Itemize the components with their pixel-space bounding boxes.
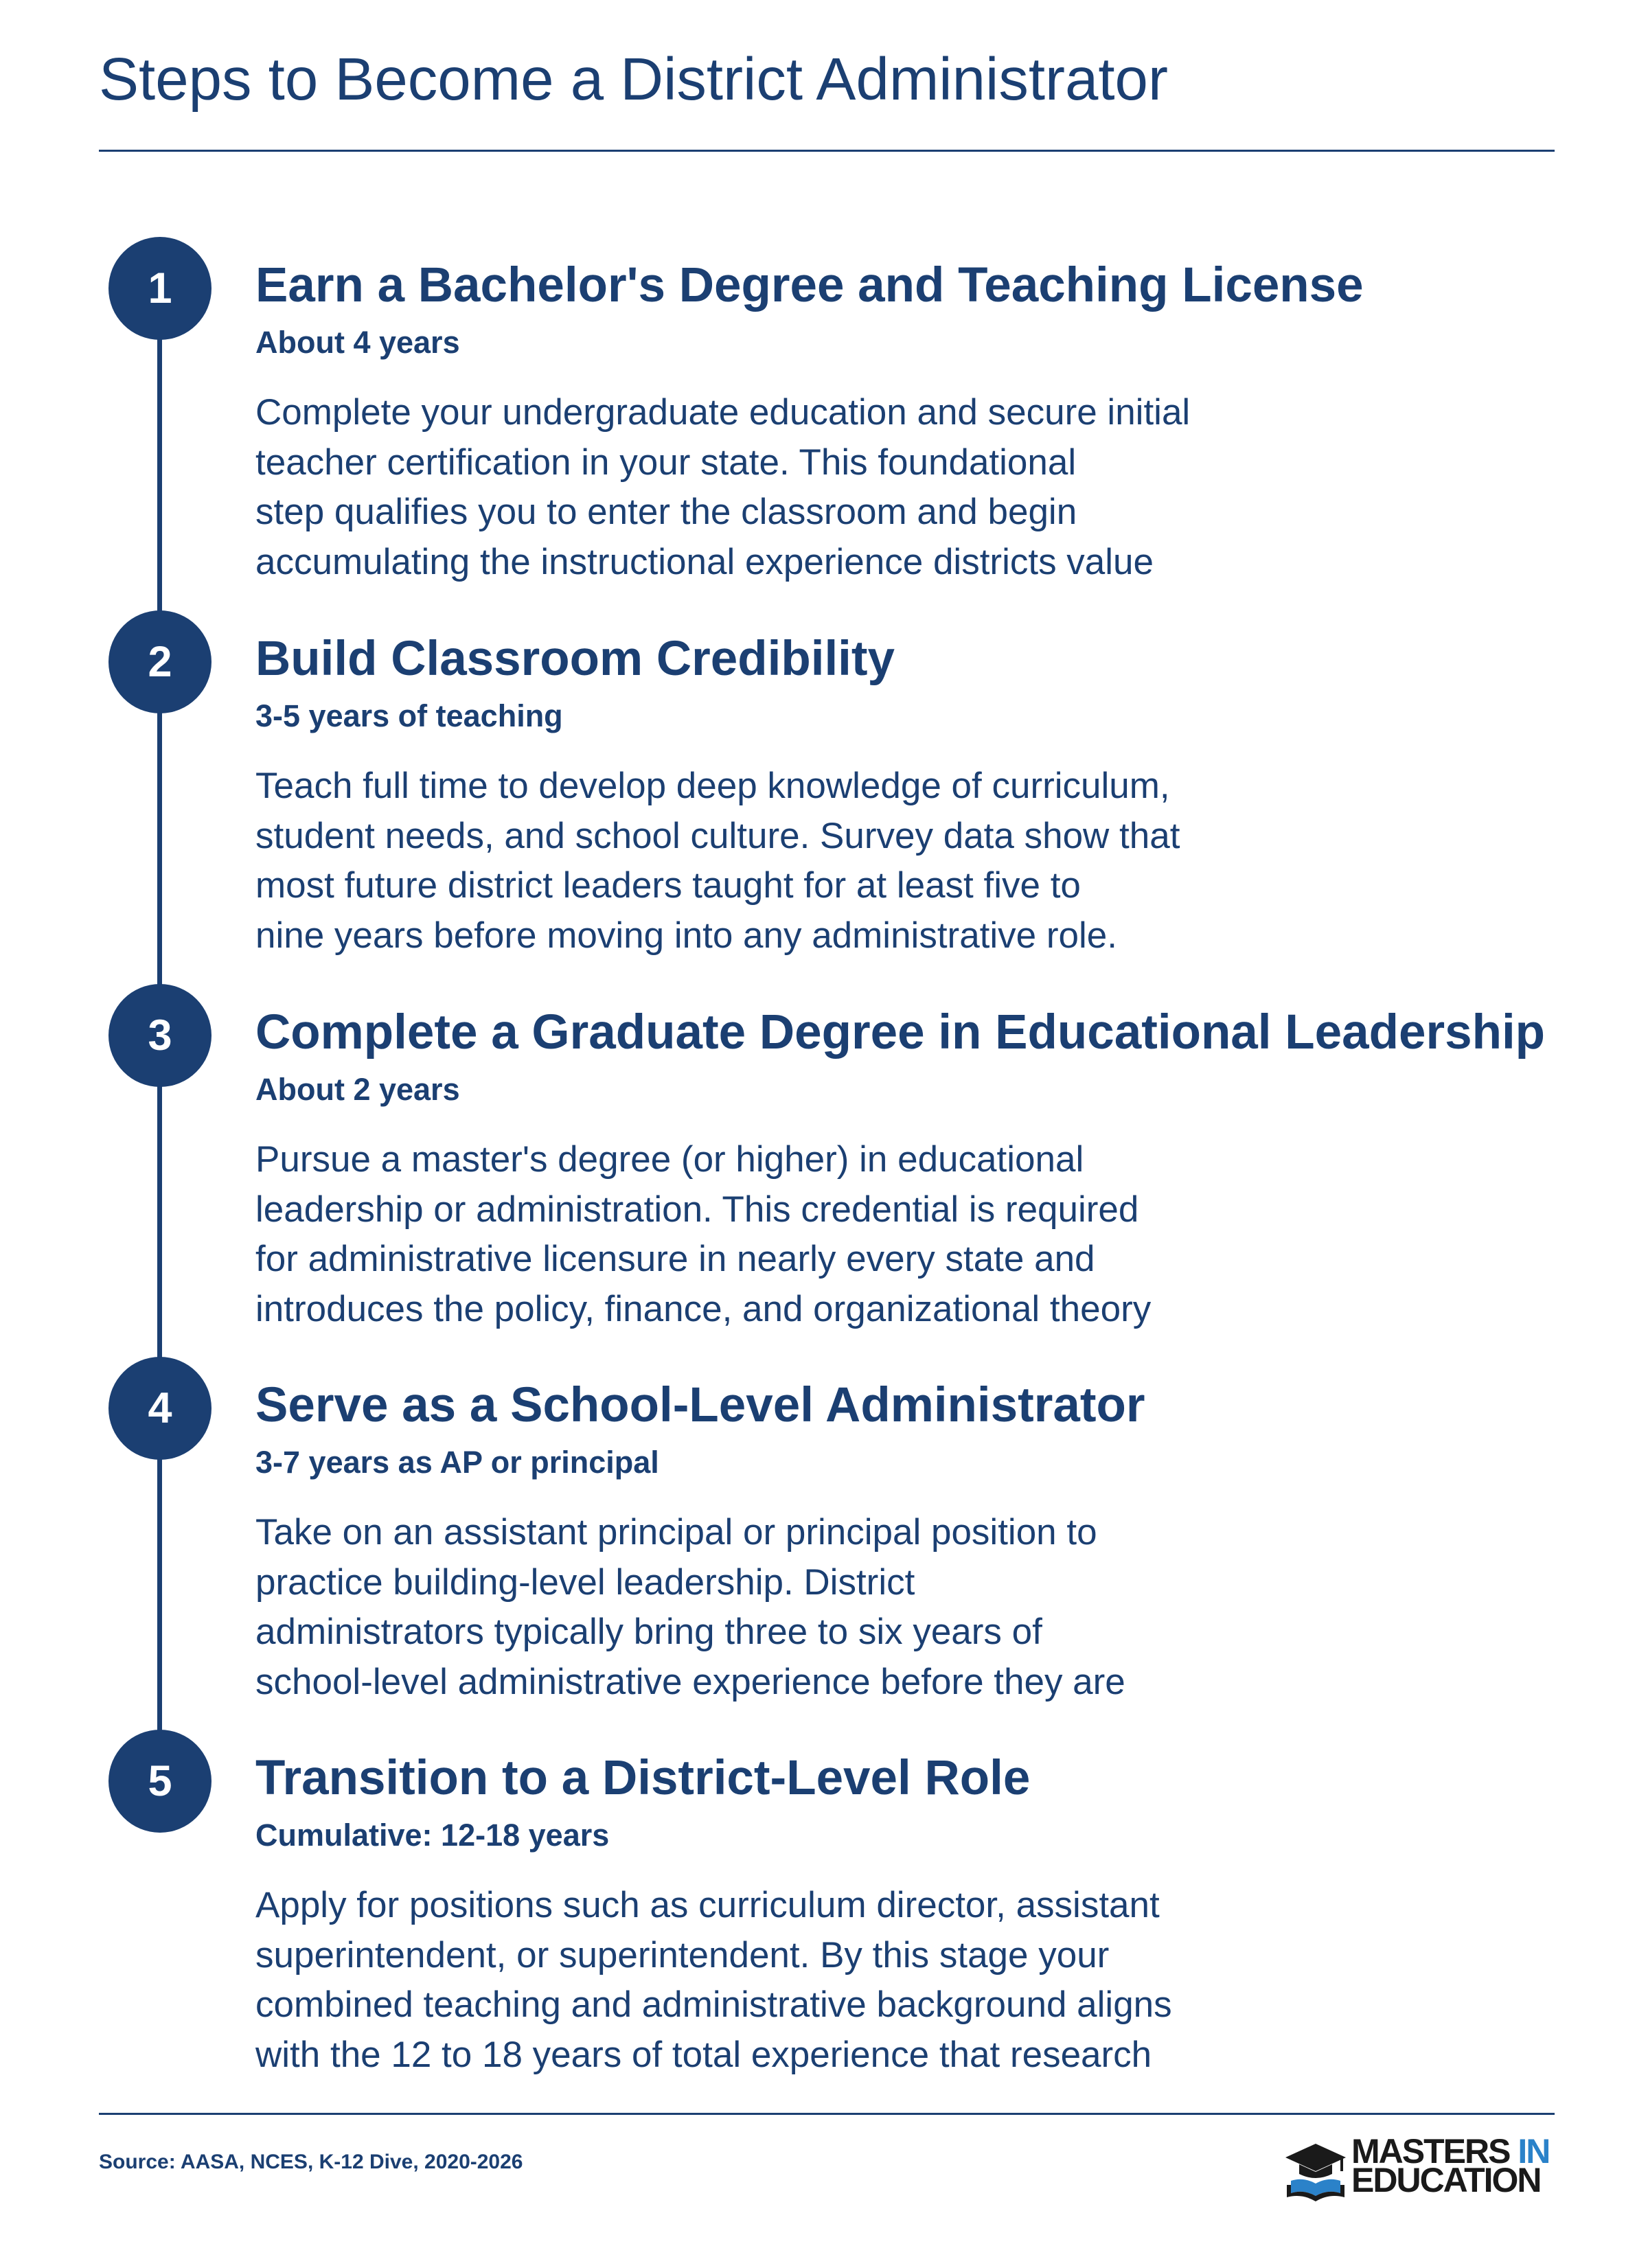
step-duration: About 4 years: [255, 325, 460, 360]
description-line: superintendent, or superintendent. By this stage your: [255, 1934, 1110, 1975]
step-description: [255, 761, 1354, 961]
description-line: step qualifies you to enter the classroom and begin: [255, 492, 1077, 532]
logo-text-education: EDUCATION: [1351, 2161, 1541, 2199]
step-title: Serve as a School-Level Administrator: [255, 1378, 1145, 1432]
step-title: Transition to a District-Level Role: [255, 1751, 1031, 1805]
step-description: [255, 1135, 1354, 1334]
description-line: Pursue a master's degree (or higher) in educational: [255, 1139, 1084, 1180]
masters-in-education-logo: [1284, 2130, 1559, 2206]
description-line: Take on an assistant principal or principal position to: [255, 1512, 1097, 1553]
step-duration: About 2 years: [255, 1072, 460, 1107]
description-line: school-level administrative experience before they are: [255, 1661, 1125, 1702]
step-number-circle: 1: [108, 237, 211, 340]
step-number-circle: 2: [108, 610, 211, 713]
description-line: administrators typically bring three to six years of: [255, 1612, 1042, 1652]
source-citation: Source: AASA, NCES, K-12 Dive, 2020-2026: [99, 2151, 523, 2173]
graduation-cap-book-icon: [1284, 2142, 1347, 2201]
page-title: Steps to Become a District Administrator: [99, 46, 1168, 113]
description-line: most future district leaders taught for at least five to: [255, 865, 1081, 906]
description-line: Teach full time to develop deep knowledge of curriculum,: [255, 766, 1170, 806]
logo-text-in: IN: [1518, 2132, 1550, 2170]
step-title: Complete a Graduate Degree in Educational Leadership: [255, 1005, 1546, 1059]
step-title: Build Classroom Credibility: [255, 632, 895, 686]
logo-wordmark: [1351, 2132, 1550, 2199]
description-line: practice building-level leadership. District: [255, 1561, 915, 1603]
step-number-circle: 3: [108, 984, 211, 1087]
header-divider: [99, 150, 1555, 152]
step-duration: 3-5 years of teaching: [255, 698, 563, 733]
step-title: Earn a Bachelor's Degree and Teaching License: [255, 258, 1364, 312]
description-line: with the 12 to 18 years of total experience that research: [255, 2034, 1152, 2075]
description-line: nine years before moving into any administrative role.: [255, 915, 1117, 956]
step-description: [255, 1508, 1354, 1707]
description-line: combined teaching and administrative background aligns: [255, 1984, 1172, 2025]
footer-divider: [99, 2113, 1555, 2115]
description-line: accumulating the instructional experience districts value: [255, 541, 1154, 582]
description-line: leadership or administration. This credential is required: [255, 1189, 1139, 1230]
description-line: introduces the policy, finance, and organizational theory: [255, 1288, 1152, 1329]
description-line: teacher certification in your state. This foundational: [255, 442, 1077, 483]
description-line: student needs, and school culture. Survey data show that: [255, 815, 1180, 856]
step-number-circle: 4: [108, 1357, 211, 1460]
description-line: Apply for positions such as curriculum director, assistant: [255, 1885, 1160, 1925]
step-description: [255, 388, 1354, 587]
step-duration: Cumulative: 12-18 years: [255, 1818, 610, 1853]
description-line: Complete your undergraduate education and secure initial: [255, 392, 1191, 433]
description-line: for administrative licensure in nearly every state and: [255, 1239, 1095, 1279]
step-number-circle: 5: [108, 1730, 211, 1833]
step-description: [255, 1881, 1354, 2080]
step-duration: 3-7 years as AP or principal: [255, 1445, 659, 1480]
logo-text-masters: MASTERS: [1351, 2132, 1510, 2170]
